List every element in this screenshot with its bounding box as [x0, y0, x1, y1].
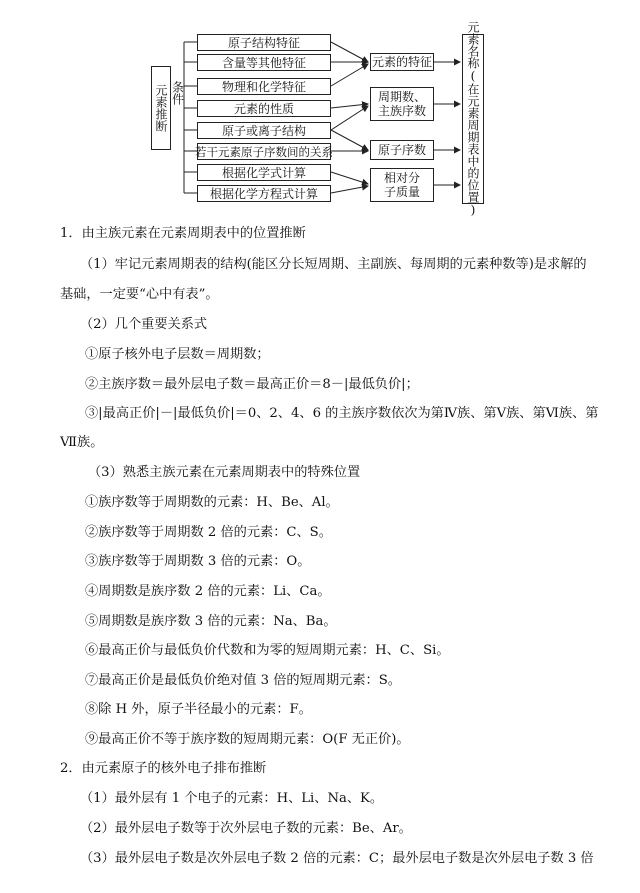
condition-text: 含量等其他特征 [221, 55, 306, 70]
list-item: ⑥最高正价与最低负价代数和为零的短周期元素：H、C、Si。 [85, 643, 450, 658]
subheading: （3）熟悉主族元素在元素周期表中的特殊位置 [88, 465, 361, 480]
target-text: 元素的特征 [371, 55, 432, 69]
list-item: （1）最外层有 1 个电子的元素：H、Li、Na、K。 [80, 791, 384, 806]
list-item: ①族序数等于周期数的元素：H、Be、Al。 [85, 495, 339, 510]
condition-box [197, 78, 331, 95]
list-item: ②主族序数＝最外层电子数＝最高正价＝8－|最低负价|； [85, 377, 419, 392]
root-box [151, 66, 171, 150]
section-heading: 2．由元素原子的核外电子排布推断 [60, 761, 267, 776]
concept-diagram [0, 0, 640, 215]
list-item: ②族序数等于周期数 2 倍的元素：C、S。 [85, 525, 332, 540]
condition-text: 物理和化学特征 [221, 79, 306, 94]
condition-text: 原子结构特征 [227, 35, 300, 50]
condition-text: 元素的性质 [233, 101, 294, 116]
list-item: ④周期数是族序数 2 倍的元素：Li、Ca。 [85, 584, 331, 599]
section-heading: 1．由主族元素在元素周期表中的位置推断 [60, 226, 306, 241]
condition-label: 条件 [170, 81, 185, 105]
root-label: 元素推断 [154, 84, 168, 132]
condition-box [197, 54, 331, 71]
subheading: （2）几个重要关系式 [80, 317, 208, 332]
list-item: ⑧除 H 外，原子半径最小的元素：F。 [85, 702, 312, 717]
condition-box [197, 122, 331, 139]
condition-text: 根据化学式计算 [221, 165, 306, 180]
target-box [370, 87, 434, 121]
target-box [370, 140, 434, 160]
list-item: ③族序数等于周期数 3 倍的元素：O。 [85, 554, 311, 569]
paragraph-line: 基础，一定要“心中有表”。 [60, 287, 219, 302]
condition-label-box [171, 74, 184, 112]
condition-box [197, 185, 331, 202]
condition-box [197, 164, 331, 181]
list-item: （2）最外层电子数等于次外层电子数的元素：Be、Ar。 [80, 821, 412, 836]
result-box [462, 21, 484, 217]
list-item: （3）最外层电子数是次外层电子数 2 倍的元素：C；最外层电子数是次外层电子数 3 倍 [80, 851, 594, 866]
target-text: 相对分子质量 [383, 171, 420, 199]
list-item: ⑦最高正价是最低负价绝对值 3 倍的短周期元素：S。 [85, 673, 401, 688]
result-label: 元素名称(在元素周期表中的位置) [466, 21, 480, 217]
target-text: 原子序数 [377, 143, 426, 157]
list-item: ⑤周期数是族序数 3 倍的元素：Na、Ba。 [85, 614, 337, 629]
list-item: ①原子核外电子层数＝周期数； [85, 347, 270, 362]
condition-text: 原子或离子结构 [221, 123, 306, 138]
target-box [370, 168, 434, 202]
target-text: 周期数、主族序数 [377, 90, 426, 118]
target-box [370, 53, 434, 71]
condition-box [197, 143, 331, 160]
list-item: ③|最高正价|－|最低负价|＝0、2、4、6 的主族序数依次为第Ⅳ族、第Ⅴ族、第Ⅵ族、第 [85, 406, 599, 421]
list-item: Ⅶ族。 [60, 435, 104, 450]
paragraph-line: （1）牢记元素周期表的结构(能区分长短周期、主副族、每周期的元素种数等)是求解的 [80, 257, 587, 272]
condition-text: 若干元素原子序数间的关系 [195, 144, 333, 159]
condition-box [197, 34, 331, 51]
list-item: ⑨最高正价不等于族序数的短周期元素：O(F 无正价)。 [85, 732, 410, 747]
condition-text: 根据化学方程式计算 [209, 186, 318, 201]
condition-box [197, 100, 331, 117]
